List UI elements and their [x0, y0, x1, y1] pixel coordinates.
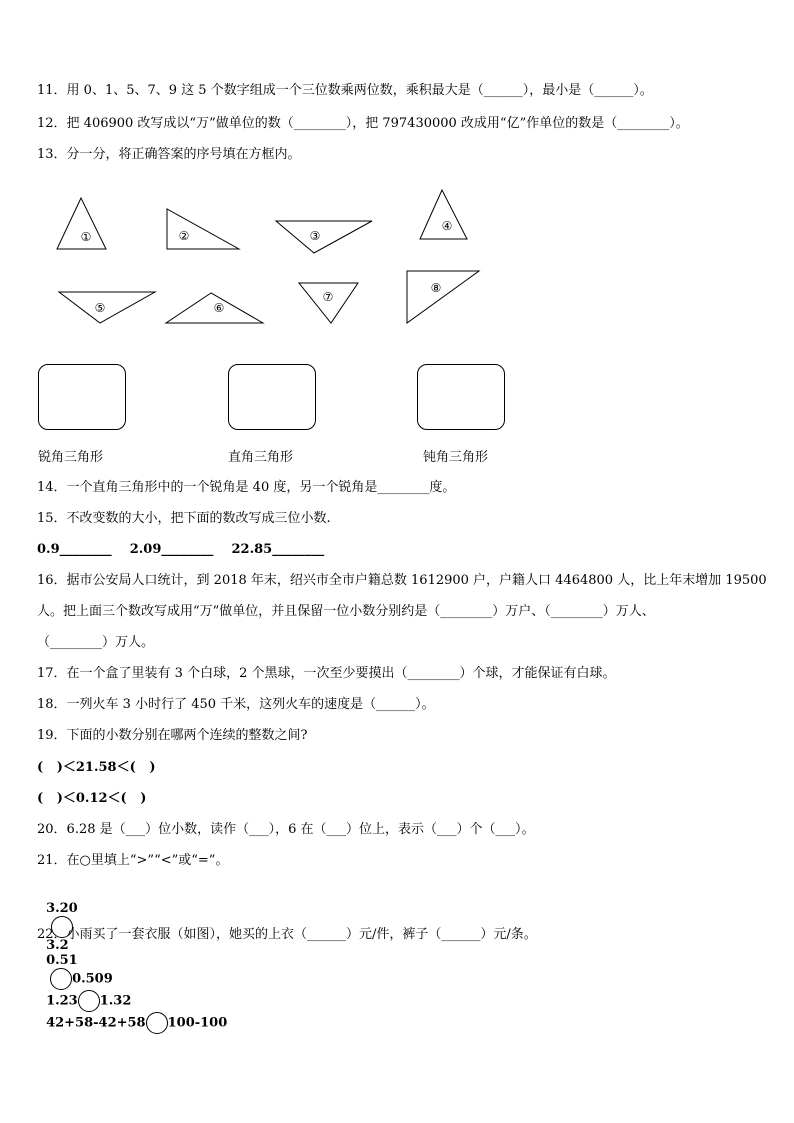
compare-circle-2[interactable]: [50, 968, 72, 990]
triangle-8: [407, 271, 479, 323]
right-triangle-box[interactable]: [228, 364, 316, 430]
compare-right-2: 0.509: [72, 971, 113, 987]
triangle-3: [276, 221, 372, 253]
triangle-label-6: ⑥: [213, 301, 225, 315]
question-15: 15．不改变数的大小，把下面的数改写成三位小数.: [37, 511, 331, 526]
triangle-label-2: ②: [178, 229, 190, 243]
compare-right-4: 100-100: [167, 1015, 228, 1031]
question-22: 22．小雨买了一套衣服（如图），她买的上衣（______）元/件，裤子（______）元/条。: [37, 927, 537, 942]
question-19: 19．下面的小数分别在哪两个连续的整数之间?: [37, 728, 308, 743]
question-17: 17．在一个盒了里装有 3 个白球，2 个黑球，一次至少要摸出（________）个球，才能保证有白球。: [37, 666, 616, 681]
triangle-label-7: ⑦: [322, 290, 334, 304]
triangle-label-4: ④: [441, 219, 453, 233]
question-15-items: 0.9________ 2.09________ 22.85________: [37, 542, 325, 557]
compare-circle-4[interactable]: [146, 1012, 168, 1034]
compare-left-2: 0.51: [46, 953, 78, 968]
triangle-5: [59, 292, 155, 323]
obtuse-triangle-box[interactable]: [417, 364, 505, 430]
triangles-figure: [0, 0, 794, 340]
triangle-label-5: ⑤: [94, 301, 106, 315]
compare-left-1: 3.20: [46, 901, 78, 916]
question-20: 20．6.28 是（___）位小数，读作（___），6 在（___）位上，表示（___）个（___）。: [37, 822, 535, 837]
triangle-label-3: ③: [309, 229, 321, 243]
obtuse-triangle-label: 钝角三角形: [423, 450, 489, 465]
question-13: 13．分一分，将正确答案的序号填在方框内。: [37, 147, 301, 162]
question-14: 14．一个直角三角形中的一个锐角是 40 度，另一个锐角是________度。: [37, 480, 456, 495]
acute-triangle-box[interactable]: [38, 364, 126, 430]
question-16-line-1: 16．据市公安局人口统计，到 2018 年末，绍兴市全市户籍总数 1612900 户，户籍人口 4464800 人，比上年末增加 19500: [37, 573, 767, 588]
question-12: 12．把 406900 改写成以“万”做单位的数（________），把 797430000 改成用“亿”作单位的数是（________）。: [37, 116, 689, 131]
compare-left-3: 1.23: [46, 993, 78, 1009]
acute-triangle-label: 锐角三角形: [38, 450, 104, 465]
question-21: 21．在○里填上“>”“<”或“=”。: [37, 853, 229, 868]
question-19-b: ( )＜0.12＜( ): [37, 791, 147, 806]
question-16-line-2: 人。把上面三个数改写成用“万”做单位，并且保留一位小数分别约是（________）万户、（________）万人、: [37, 604, 655, 619]
question-16-line-3: （________）万人。: [37, 635, 155, 650]
compare-left-4: 42+58-42+58: [46, 1015, 146, 1031]
triangle-label-1: ①: [80, 230, 92, 244]
compare-circle-3[interactable]: [78, 990, 100, 1012]
comparison-row: [37, 886, 227, 1034]
question-18: 18．一列火车 3 小时行了 450 千米，这列火车的速度是（______）。: [37, 697, 435, 712]
compare-right-1: 3.2: [46, 938, 69, 953]
compare-right-3: 1.32: [99, 993, 132, 1009]
right-triangle-label: 直角三角形: [228, 450, 294, 465]
triangle-label-8: ⑧: [430, 281, 442, 295]
question-11: 11．用 0、1、5、7、9 这 5 个数字组成一个三位数乘两位数，乘积最大是（______），最小是（______）。: [37, 83, 653, 98]
question-19-a: ( )＜21.58＜( ): [37, 760, 156, 775]
